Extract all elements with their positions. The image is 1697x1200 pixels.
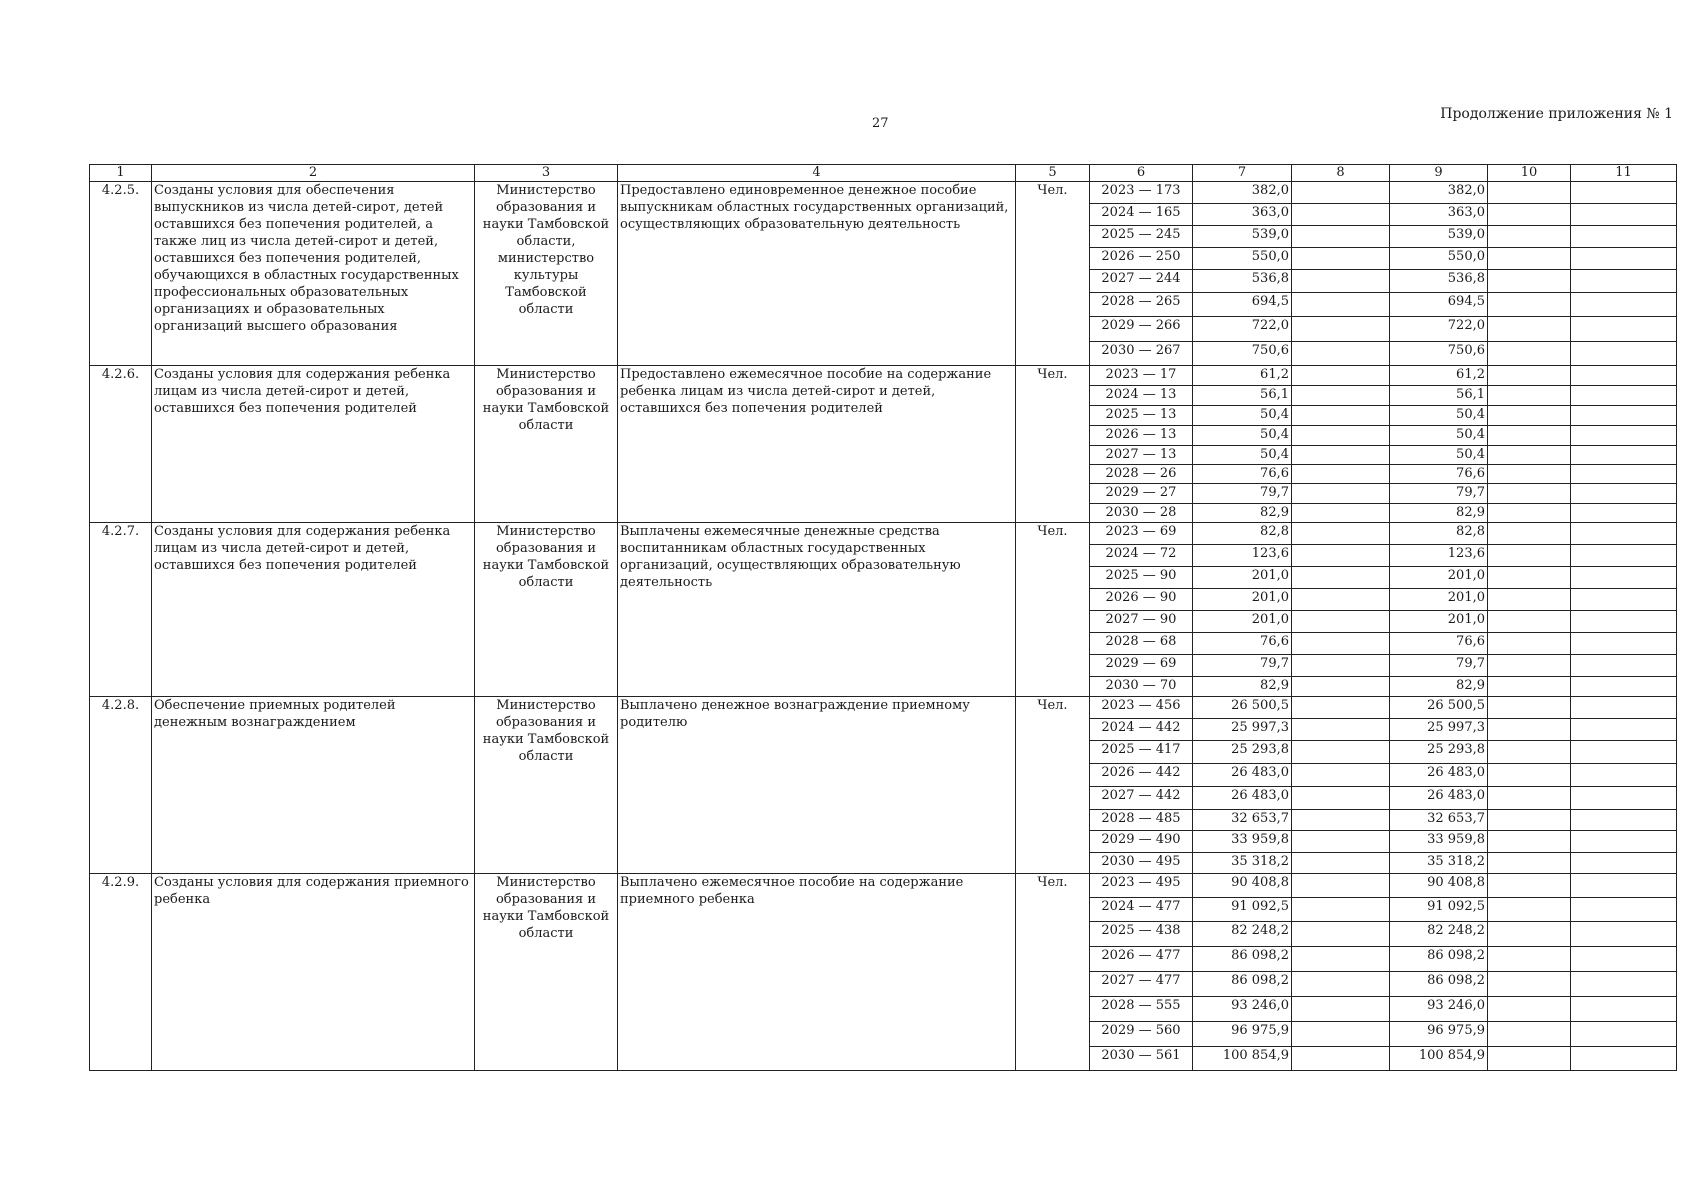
amount-col10 bbox=[1488, 484, 1571, 504]
amount-col10 bbox=[1488, 787, 1571, 810]
year-value-cell: 2024 — 442 bbox=[1090, 719, 1193, 741]
header-cell: 3 bbox=[475, 165, 618, 182]
year-value-cell: 2023 — 456 bbox=[1090, 697, 1193, 719]
measure-result: Предоставлено ежемесячное пособие на содержание ребенка лицам из числа детей-сирот и детей, оставшихся без попечения родителей bbox=[618, 366, 1016, 523]
amount-col9: 79,7 bbox=[1390, 655, 1488, 677]
amount-col9: 82,8 bbox=[1390, 523, 1488, 545]
amount-col8 bbox=[1292, 633, 1390, 655]
amount-col7: 82 248,2 bbox=[1193, 922, 1292, 947]
year-value-cell: 2027 — 442 bbox=[1090, 787, 1193, 810]
measure-unit: Чел. bbox=[1016, 366, 1090, 523]
amount-col7: 201,0 bbox=[1193, 611, 1292, 633]
measure-result: Выплачено денежное вознаграждение приемному родителю bbox=[618, 697, 1016, 874]
measure-id: 4.2.5. bbox=[90, 182, 152, 366]
amount-col8 bbox=[1292, 972, 1390, 997]
amount-col10 bbox=[1488, 426, 1571, 446]
year-value-cell: 2023 — 495 bbox=[1090, 874, 1193, 898]
amount-col8 bbox=[1292, 611, 1390, 633]
amount-col11 bbox=[1571, 898, 1677, 922]
year-value-cell: 2025 — 245 bbox=[1090, 226, 1193, 248]
measure-description: Созданы условия для обеспечения выпускников из числа детей-сирот, детей оставшихся без попечения родителей, а также лиц из числа детей-сирот и детей, оставшихся без попечения родителей, обучающихся в областных государственных профессиональных образовательных организациях и образовательных организаций высшего образования bbox=[152, 182, 475, 366]
year-value-cell: 2025 — 417 bbox=[1090, 741, 1193, 764]
measure-unit: Чел. bbox=[1016, 874, 1090, 1071]
amount-col8 bbox=[1292, 947, 1390, 972]
amount-col9: 26 483,0 bbox=[1390, 764, 1488, 787]
year-value-cell: 2029 — 490 bbox=[1090, 831, 1193, 853]
measure-unit: Чел. bbox=[1016, 523, 1090, 697]
amount-col11 bbox=[1571, 248, 1677, 270]
year-value-cell: 2023 — 173 bbox=[1090, 182, 1193, 204]
amount-col7: 201,0 bbox=[1193, 567, 1292, 589]
amount-col7: 32 653,7 bbox=[1193, 810, 1292, 831]
measure-executor: Министерство образования и науки Тамбовской области bbox=[475, 366, 618, 523]
amount-col8 bbox=[1292, 317, 1390, 342]
measure-result: Предоставлено единовременное денежное пособие выпускникам областных государственных организаций, осуществляющих образовательную деятельность bbox=[618, 182, 1016, 366]
amount-col11 bbox=[1571, 567, 1677, 589]
amount-col11 bbox=[1571, 484, 1677, 504]
amount-col8 bbox=[1292, 1022, 1390, 1047]
amount-col8 bbox=[1292, 741, 1390, 764]
amount-col7: 93 246,0 bbox=[1193, 997, 1292, 1022]
amount-col9: 82 248,2 bbox=[1390, 922, 1488, 947]
measure-id: 4.2.7. bbox=[90, 523, 152, 697]
measure-id: 4.2.9. bbox=[90, 874, 152, 1071]
measure-description: Обеспечение приемных родителей денежным вознаграждением bbox=[152, 697, 475, 874]
measure-executor: Министерство образования и науки Тамбовской области bbox=[475, 874, 618, 1071]
amount-col7: 536,8 bbox=[1193, 270, 1292, 293]
amount-col8 bbox=[1292, 589, 1390, 611]
amount-col11 bbox=[1571, 342, 1677, 366]
amount-col7: 26 483,0 bbox=[1193, 787, 1292, 810]
amount-col11 bbox=[1571, 204, 1677, 226]
year-value-cell: 2026 — 13 bbox=[1090, 426, 1193, 446]
year-value-cell: 2024 — 477 bbox=[1090, 898, 1193, 922]
amount-col11 bbox=[1571, 853, 1677, 874]
year-value-cell: 2030 — 561 bbox=[1090, 1047, 1193, 1071]
amount-col8 bbox=[1292, 366, 1390, 386]
amount-col10 bbox=[1488, 342, 1571, 366]
amount-col10 bbox=[1488, 567, 1571, 589]
measure-id: 4.2.6. bbox=[90, 366, 152, 523]
header-cell: 11 bbox=[1571, 165, 1677, 182]
amount-col11 bbox=[1571, 947, 1677, 972]
amount-col7: 539,0 bbox=[1193, 226, 1292, 248]
amount-col9: 201,0 bbox=[1390, 611, 1488, 633]
amount-col10 bbox=[1488, 810, 1571, 831]
amount-col9: 86 098,2 bbox=[1390, 972, 1488, 997]
year-value-cell: 2028 — 555 bbox=[1090, 997, 1193, 1022]
amount-col9: 86 098,2 bbox=[1390, 947, 1488, 972]
amount-col9: 76,6 bbox=[1390, 633, 1488, 655]
amount-col9: 539,0 bbox=[1390, 226, 1488, 248]
amount-col7: 123,6 bbox=[1193, 545, 1292, 567]
year-value-cell: 2029 — 266 bbox=[1090, 317, 1193, 342]
table-body bbox=[90, 165, 1677, 1071]
amount-col11 bbox=[1571, 386, 1677, 406]
amount-col10 bbox=[1488, 874, 1571, 898]
amount-col8 bbox=[1292, 697, 1390, 719]
amount-col8 bbox=[1292, 182, 1390, 204]
table-row bbox=[90, 874, 1677, 898]
amount-col10 bbox=[1488, 997, 1571, 1022]
year-value-cell: 2025 — 13 bbox=[1090, 406, 1193, 426]
measure-description: Созданы условия для содержания ребенка лицам из числа детей-сирот и детей, оставшихся без попечения родителей bbox=[152, 523, 475, 697]
amount-col7: 201,0 bbox=[1193, 589, 1292, 611]
year-value-cell: 2025 — 90 bbox=[1090, 567, 1193, 589]
amount-col10 bbox=[1488, 293, 1571, 317]
amount-col11 bbox=[1571, 589, 1677, 611]
amount-col9: 25 997,3 bbox=[1390, 719, 1488, 741]
amount-col10 bbox=[1488, 504, 1571, 523]
amount-col11 bbox=[1571, 655, 1677, 677]
amount-col11 bbox=[1571, 426, 1677, 446]
amount-col7: 90 408,8 bbox=[1193, 874, 1292, 898]
amount-col11 bbox=[1571, 523, 1677, 545]
amount-col7: 50,4 bbox=[1193, 406, 1292, 426]
amount-col9: 382,0 bbox=[1390, 182, 1488, 204]
year-value-cell: 2030 — 267 bbox=[1090, 342, 1193, 366]
year-value-cell: 2029 — 27 bbox=[1090, 484, 1193, 504]
amount-col7: 35 318,2 bbox=[1193, 853, 1292, 874]
header-cell: 7 bbox=[1193, 165, 1292, 182]
amount-col9: 91 092,5 bbox=[1390, 898, 1488, 922]
measure-id: 4.2.8. bbox=[90, 697, 152, 874]
amount-col8 bbox=[1292, 874, 1390, 898]
amount-col7: 79,7 bbox=[1193, 484, 1292, 504]
amount-col7: 363,0 bbox=[1193, 204, 1292, 226]
amount-col9: 35 318,2 bbox=[1390, 853, 1488, 874]
amount-col9: 363,0 bbox=[1390, 204, 1488, 226]
amount-col8 bbox=[1292, 997, 1390, 1022]
amount-col10 bbox=[1488, 317, 1571, 342]
amount-col11 bbox=[1571, 406, 1677, 426]
amount-col8 bbox=[1292, 293, 1390, 317]
amount-col9: 82,9 bbox=[1390, 504, 1488, 523]
amount-col11 bbox=[1571, 1047, 1677, 1071]
amount-col9: 25 293,8 bbox=[1390, 741, 1488, 764]
header-cell: 5 bbox=[1016, 165, 1090, 182]
measure-result: Выплачены ежемесячные денежные средства воспитанникам областных государственных организаций, осуществляющих образовательную деятельность bbox=[618, 523, 1016, 697]
amount-col7: 50,4 bbox=[1193, 446, 1292, 465]
amount-col10 bbox=[1488, 719, 1571, 741]
amount-col10 bbox=[1488, 922, 1571, 947]
amount-col11 bbox=[1571, 677, 1677, 697]
amount-col10 bbox=[1488, 972, 1571, 997]
amount-col7: 82,8 bbox=[1193, 523, 1292, 545]
amount-col8 bbox=[1292, 465, 1390, 484]
amount-col9: 26 500,5 bbox=[1390, 697, 1488, 719]
amount-col10 bbox=[1488, 741, 1571, 764]
amount-col11 bbox=[1571, 972, 1677, 997]
table-row bbox=[90, 366, 1677, 386]
amount-col10 bbox=[1488, 248, 1571, 270]
year-value-cell: 2028 — 68 bbox=[1090, 633, 1193, 655]
amount-col8 bbox=[1292, 545, 1390, 567]
amount-col9: 90 408,8 bbox=[1390, 874, 1488, 898]
amount-col7: 76,6 bbox=[1193, 633, 1292, 655]
amount-col10 bbox=[1488, 947, 1571, 972]
year-value-cell: 2023 — 69 bbox=[1090, 523, 1193, 545]
amount-col11 bbox=[1571, 874, 1677, 898]
amount-col11 bbox=[1571, 317, 1677, 342]
amount-col7: 722,0 bbox=[1193, 317, 1292, 342]
year-value-cell: 2027 — 244 bbox=[1090, 270, 1193, 293]
amount-col8 bbox=[1292, 446, 1390, 465]
amount-col9: 56,1 bbox=[1390, 386, 1488, 406]
measure-description: Созданы условия для содержания ребенка лицам из числа детей-сирот и детей, оставшихся без попечения родителей bbox=[152, 366, 475, 523]
amount-col11 bbox=[1571, 719, 1677, 741]
amount-col9: 93 246,0 bbox=[1390, 997, 1488, 1022]
amount-col7: 100 854,9 bbox=[1193, 1047, 1292, 1071]
amount-col10 bbox=[1488, 1047, 1571, 1071]
amount-col7: 25 997,3 bbox=[1193, 719, 1292, 741]
amount-col7: 91 092,5 bbox=[1193, 898, 1292, 922]
amount-col10 bbox=[1488, 182, 1571, 204]
year-value-cell: 2028 — 265 bbox=[1090, 293, 1193, 317]
measure-unit: Чел. bbox=[1016, 697, 1090, 874]
year-value-cell: 2030 — 28 bbox=[1090, 504, 1193, 523]
header-cell: 9 bbox=[1390, 165, 1488, 182]
header-cell: 6 bbox=[1090, 165, 1193, 182]
year-value-cell: 2026 — 90 bbox=[1090, 589, 1193, 611]
amount-col7: 82,9 bbox=[1193, 677, 1292, 697]
amount-col10 bbox=[1488, 898, 1571, 922]
amount-col11 bbox=[1571, 446, 1677, 465]
amount-col11 bbox=[1571, 810, 1677, 831]
year-value-cell: 2026 — 477 bbox=[1090, 947, 1193, 972]
year-value-cell: 2024 — 13 bbox=[1090, 386, 1193, 406]
measure-description: Созданы условия для содержания приемного ребенка bbox=[152, 874, 475, 1071]
amount-col9: 33 959,8 bbox=[1390, 831, 1488, 853]
amount-col11 bbox=[1571, 741, 1677, 764]
amount-col10 bbox=[1488, 764, 1571, 787]
year-value-cell: 2027 — 13 bbox=[1090, 446, 1193, 465]
amount-col9: 201,0 bbox=[1390, 567, 1488, 589]
amount-col8 bbox=[1292, 655, 1390, 677]
amount-col8 bbox=[1292, 226, 1390, 248]
amount-col10 bbox=[1488, 226, 1571, 248]
header-cell: 4 bbox=[618, 165, 1016, 182]
year-value-cell: 2024 — 165 bbox=[1090, 204, 1193, 226]
amount-col9: 61,2 bbox=[1390, 366, 1488, 386]
measure-executor: Министерство образования и науки Тамбовской области bbox=[475, 697, 618, 874]
amount-col9: 722,0 bbox=[1390, 317, 1488, 342]
amount-col10 bbox=[1488, 545, 1571, 567]
year-value-cell: 2029 — 560 bbox=[1090, 1022, 1193, 1047]
amount-col11 bbox=[1571, 787, 1677, 810]
amount-col9: 750,6 bbox=[1390, 342, 1488, 366]
amount-col9: 96 975,9 bbox=[1390, 1022, 1488, 1047]
amount-col8 bbox=[1292, 484, 1390, 504]
header-cell: 2 bbox=[152, 165, 475, 182]
amount-col8 bbox=[1292, 386, 1390, 406]
year-value-cell: 2027 — 477 bbox=[1090, 972, 1193, 997]
amount-col7: 26 500,5 bbox=[1193, 697, 1292, 719]
amount-col8 bbox=[1292, 523, 1390, 545]
amount-col7: 50,4 bbox=[1193, 426, 1292, 446]
amount-col11 bbox=[1571, 1022, 1677, 1047]
amount-col11 bbox=[1571, 764, 1677, 787]
amount-col7: 25 293,8 bbox=[1193, 741, 1292, 764]
amount-col10 bbox=[1488, 655, 1571, 677]
amount-col7: 33 959,8 bbox=[1193, 831, 1292, 853]
amount-col9: 100 854,9 bbox=[1390, 1047, 1488, 1071]
amount-col11 bbox=[1571, 270, 1677, 293]
amount-col9: 694,5 bbox=[1390, 293, 1488, 317]
amount-col10 bbox=[1488, 1022, 1571, 1047]
amount-col9: 82,9 bbox=[1390, 677, 1488, 697]
amount-col7: 382,0 bbox=[1193, 182, 1292, 204]
header-cell: 8 bbox=[1292, 165, 1390, 182]
amount-col11 bbox=[1571, 465, 1677, 484]
amount-col9: 26 483,0 bbox=[1390, 787, 1488, 810]
amount-col8 bbox=[1292, 504, 1390, 523]
amount-col11 bbox=[1571, 182, 1677, 204]
year-value-cell: 2027 — 90 bbox=[1090, 611, 1193, 633]
year-value-cell: 2029 — 69 bbox=[1090, 655, 1193, 677]
year-value-cell: 2023 — 17 bbox=[1090, 366, 1193, 386]
amount-col8 bbox=[1292, 719, 1390, 741]
table-row bbox=[90, 182, 1677, 204]
amount-col8 bbox=[1292, 204, 1390, 226]
amount-col8 bbox=[1292, 406, 1390, 426]
amount-col8 bbox=[1292, 787, 1390, 810]
table-row bbox=[90, 523, 1677, 545]
table-row bbox=[90, 697, 1677, 719]
amount-col11 bbox=[1571, 504, 1677, 523]
measures-table bbox=[89, 164, 1677, 1071]
amount-col11 bbox=[1571, 697, 1677, 719]
year-value-cell: 2024 — 72 bbox=[1090, 545, 1193, 567]
year-value-cell: 2026 — 442 bbox=[1090, 764, 1193, 787]
amount-col7: 694,5 bbox=[1193, 293, 1292, 317]
amount-col10 bbox=[1488, 633, 1571, 655]
amount-col7: 79,7 bbox=[1193, 655, 1292, 677]
amount-col9: 32 653,7 bbox=[1390, 810, 1488, 831]
header-cell: 1 bbox=[90, 165, 152, 182]
amount-col8 bbox=[1292, 1047, 1390, 1071]
measure-result: Выплачено ежемесячное пособие на содержание приемного ребенка bbox=[618, 874, 1016, 1071]
amount-col9: 50,4 bbox=[1390, 406, 1488, 426]
amount-col11 bbox=[1571, 633, 1677, 655]
amount-col7: 750,6 bbox=[1193, 342, 1292, 366]
amount-col7: 76,6 bbox=[1193, 465, 1292, 484]
year-value-cell: 2025 — 438 bbox=[1090, 922, 1193, 947]
amount-col10 bbox=[1488, 406, 1571, 426]
amount-col11 bbox=[1571, 997, 1677, 1022]
amount-col7: 56,1 bbox=[1193, 386, 1292, 406]
amount-col8 bbox=[1292, 270, 1390, 293]
header-cell: 10 bbox=[1488, 165, 1571, 182]
amount-col11 bbox=[1571, 226, 1677, 248]
year-value-cell: 2030 — 495 bbox=[1090, 853, 1193, 874]
amount-col8 bbox=[1292, 248, 1390, 270]
amount-col9: 123,6 bbox=[1390, 545, 1488, 567]
amount-col10 bbox=[1488, 386, 1571, 406]
amount-col8 bbox=[1292, 677, 1390, 697]
column-number-row bbox=[90, 165, 1677, 182]
amount-col7: 86 098,2 bbox=[1193, 947, 1292, 972]
amount-col10 bbox=[1488, 270, 1571, 293]
amount-col8 bbox=[1292, 764, 1390, 787]
amount-col8 bbox=[1292, 342, 1390, 366]
amount-col7: 86 098,2 bbox=[1193, 972, 1292, 997]
amount-col9: 76,6 bbox=[1390, 465, 1488, 484]
measure-executor: Министерство образования и науки Тамбовской области, министерство культуры Тамбовской области bbox=[475, 182, 618, 366]
year-value-cell: 2028 — 485 bbox=[1090, 810, 1193, 831]
amount-col11 bbox=[1571, 293, 1677, 317]
amount-col7: 26 483,0 bbox=[1193, 764, 1292, 787]
amount-col10 bbox=[1488, 677, 1571, 697]
amount-col8 bbox=[1292, 810, 1390, 831]
amount-col10 bbox=[1488, 697, 1571, 719]
continuation-label: Продолжение приложения № 1 bbox=[1440, 106, 1673, 122]
amount-col10 bbox=[1488, 611, 1571, 633]
amount-col10 bbox=[1488, 465, 1571, 484]
amount-col8 bbox=[1292, 426, 1390, 446]
amount-col9: 50,4 bbox=[1390, 426, 1488, 446]
amount-col9: 201,0 bbox=[1390, 589, 1488, 611]
amount-col10 bbox=[1488, 589, 1571, 611]
amount-col9: 536,8 bbox=[1390, 270, 1488, 293]
measure-unit: Чел. bbox=[1016, 182, 1090, 366]
amount-col11 bbox=[1571, 831, 1677, 853]
year-value-cell: 2026 — 250 bbox=[1090, 248, 1193, 270]
amount-col10 bbox=[1488, 366, 1571, 386]
amount-col11 bbox=[1571, 922, 1677, 947]
amount-col8 bbox=[1292, 853, 1390, 874]
year-value-cell: 2030 — 70 bbox=[1090, 677, 1193, 697]
page-number: 27 bbox=[872, 116, 889, 131]
amount-col8 bbox=[1292, 922, 1390, 947]
year-value-cell: 2028 — 26 bbox=[1090, 465, 1193, 484]
amount-col7: 96 975,9 bbox=[1193, 1022, 1292, 1047]
amount-col7: 82,9 bbox=[1193, 504, 1292, 523]
measure-executor: Министерство образования и науки Тамбовской области bbox=[475, 523, 618, 697]
amount-col10 bbox=[1488, 853, 1571, 874]
amount-col7: 550,0 bbox=[1193, 248, 1292, 270]
amount-col11 bbox=[1571, 366, 1677, 386]
amount-col9: 50,4 bbox=[1390, 446, 1488, 465]
amount-col10 bbox=[1488, 446, 1571, 465]
amount-col9: 79,7 bbox=[1390, 484, 1488, 504]
amount-col9: 550,0 bbox=[1390, 248, 1488, 270]
amount-col8 bbox=[1292, 567, 1390, 589]
amount-col10 bbox=[1488, 204, 1571, 226]
amount-col11 bbox=[1571, 545, 1677, 567]
amount-col7: 61,2 bbox=[1193, 366, 1292, 386]
amount-col10 bbox=[1488, 523, 1571, 545]
amount-col10 bbox=[1488, 831, 1571, 853]
amount-col8 bbox=[1292, 831, 1390, 853]
amount-col8 bbox=[1292, 898, 1390, 922]
amount-col11 bbox=[1571, 611, 1677, 633]
